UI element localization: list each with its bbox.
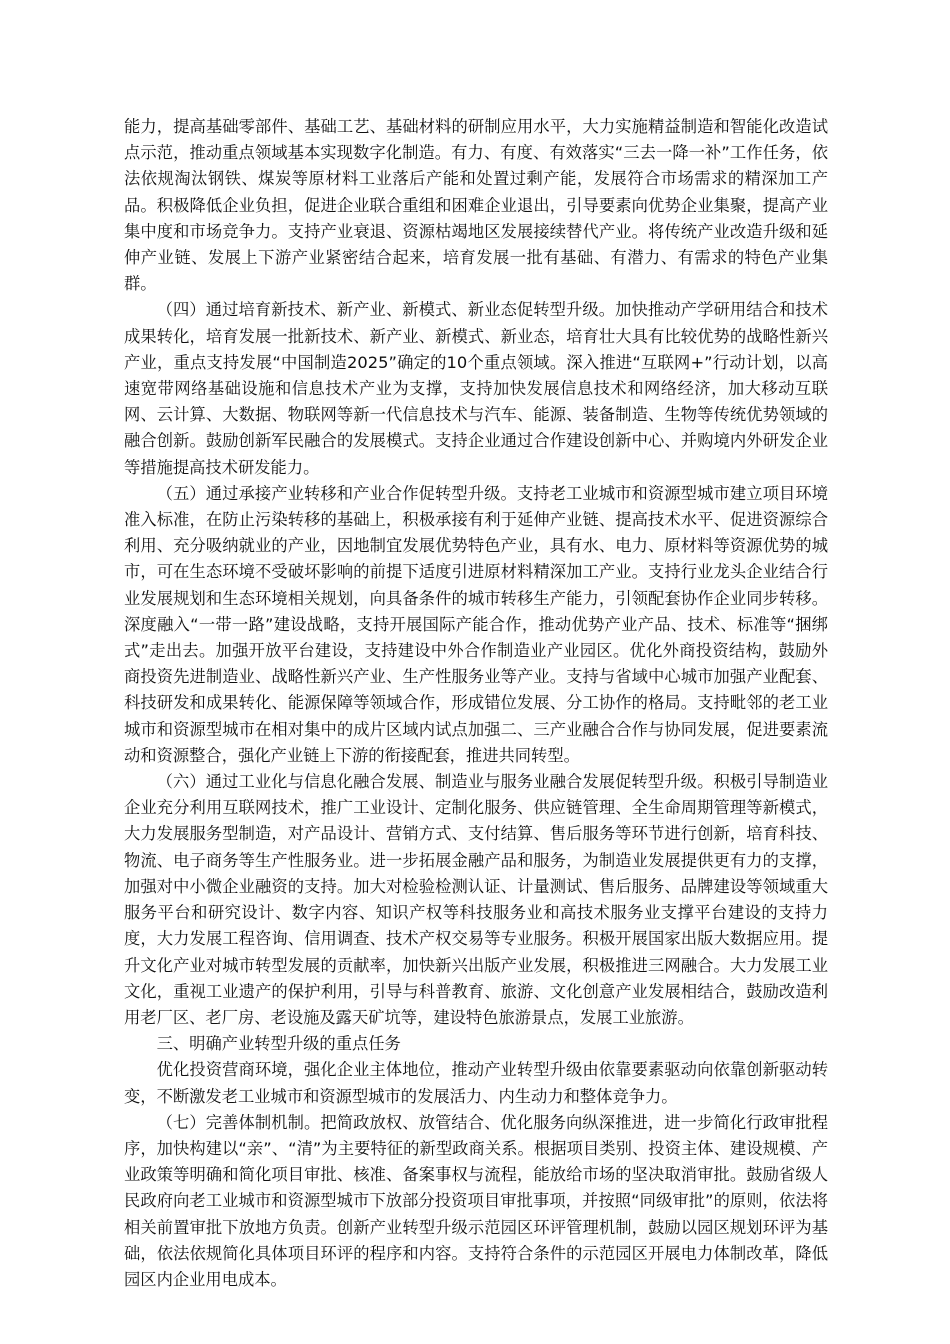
section-heading-3: 三、明确产业转型升级的重点任务 bbox=[156, 1034, 401, 1054]
paragraph-section-3-intro: 优化投资营商环境，强化企业主体地位，推动产业转型升级由依靠要素驱动向依靠创新驱动转变，不断激发老工业城市和资源型城市的发展活力、内生动力和整体竞争力。 bbox=[124, 1060, 828, 1106]
paragraph-section-4: （四）通过培育新技术、新产业、新模式、新业态促转型升级。加快推动产学研用结合和技术成果转化，培育发展一批新技术、新产业、新模式、新业态，培育壮大具有比较优势的战略性新兴产业，重点支持发展“中国制造2025”确定的10个重点领域。深入推进“互联网+”行动计划，以高速宽带网络基础设施和信息技术产业为支撑，支持加快发展信息技术和网络经济，加大移动互联网、云计算、大数据、物联网等新一代信息技术与汽车、能源、装备制造、生物等传统优势领域的融合创新。鼓励创新军民融合的发展模式。支持企业通过合作建设创新中心、并购境内外研发企业等措施提高技术研发能力。 bbox=[124, 300, 828, 477]
paragraph-section-7: （七）完善体制机制。把简政放权、放管结合、优化服务向纵深推进，进一步简化行政审批程序，加快构建以“亲”、“清”为主要特征的新型政商关系。根据项目类别、投资主体、建设规模、产业政策等明确和简化项目审批、核准、备案事权与流程，能放给市场的坚决取消审批。鼓励省级人民政府向老工业城市和资源型城市下放部分投资项目审批事项，并按照“同级审批”的原则，依法将相关前置审批下放地方负责。创新产业转型升级示范园区环评管理机制，鼓励以园区规划环评为基础，依法依规简化具体项目环评的程序和内容。支持符合条件的示范园区开展电力体制改革，降低园区内企业用电成本。 bbox=[124, 1112, 828, 1289]
paragraph-continuation: 能力，提高基础零部件、基础工艺、基础材料的研制应用水平，大力实施精益制造和智能化改造试点示范，推动重点领域基本实现数字化制造。有力、有度、有效落实“三去一降一补”工作任务，依法依规淘汰钢铁、煤炭等原材料工业落后产能和处置过剩产能，发展符合市场需求的精深加工产品。积极降低企业负担，促进企业联合重组和困难企业退出，引导要素向优势企业集聚，提高产业集中度和市场竞争力。支持产业衰退、资源枯竭地区发展接续替代产业。将传统产业改造升级和延伸产业链、发展上下游产业紧密结合起来，培育发展一批有基础、有潜力、有需求的特色产业集群。 bbox=[124, 117, 828, 294]
paragraph-section-5: （五）通过承接产业转移和产业合作促转型升级。支持老工业城市和资源型城市建立项目环境准入标准，在防止污染转移的基础上，积极承接有利于延伸产业链、提高技术水平、促进资源综合利用、充分吸纳就业的产业，因地制宜发展优势特色产业，具有水、电力、原材料等资源优势的城市，可在生态环境不受破坏影响的前提下适度引进原材料精深加工产业。支持行业龙头企业结合行业发展规划和生态环境相关规划，向具备条件的城市转移生产能力，引领配套协作企业同步转移。深度融入“一带一路”建设战略，支持开展国际产能合作，推动优势产业产品、技术、标准等“捆绑式”走出去。加强开放平台建设，支持建设中外合作制造业产业园区。优化外商投资结构，鼓励外商投资先进制造业、战略性新兴产业、生产性服务业等产业。支持与省域中心城市加强产业配套、科技研发和成果转化、能源保障等领域合作，形成错位发展、分工协作的格局。支持毗邻的老工业城市和资源型城市在相对集中的成片区域内试点加强二、三产业融合合作与协同发展，促进要素流动和资源整合，强化产业链上下游的衔接配套，推进共同转型。 bbox=[124, 483, 828, 765]
document-body bbox=[124, 114, 828, 1293]
paragraph-section-6: （六）通过工业化与信息化融合发展、制造业与服务业融合发展促转型升级。积极引导制造业企业充分利用互联网技术，推广工业设计、定制化服务、供应链管理、全生命周期管理等新模式，大力发展服务型制造，对产品设计、营销方式、支付结算、售后服务等环节进行创新，培育科技、物流、电子商务等生产性服务业。进一步拓展金融产品和服务，为制造业发展提供更有力的支撑，加强对中小微企业融资的支持。加大对检验检测认证、计量测试、售后服务、品牌建设等领域重大服务平台和研究设计、数字内容、知识产权等科技服务业和高技术服务业支撑平台建设的支持力度，大力发展工程咨询、信用调查、技术产权交易等专业服务。积极开展国家出版大数据应用。提升文化产业对城市转型发展的贡献率，加快新兴出版产业发展，积极推进三网融合。大力发展工业文化，重视工业遗产的保护利用，引导与科普教育、旅游、文化创意产业发展相结合，鼓励改造利用老厂区、老厂房、老设施及露天矿坑等，建设特色旅游景点，发展工业旅游。 bbox=[124, 772, 828, 1027]
